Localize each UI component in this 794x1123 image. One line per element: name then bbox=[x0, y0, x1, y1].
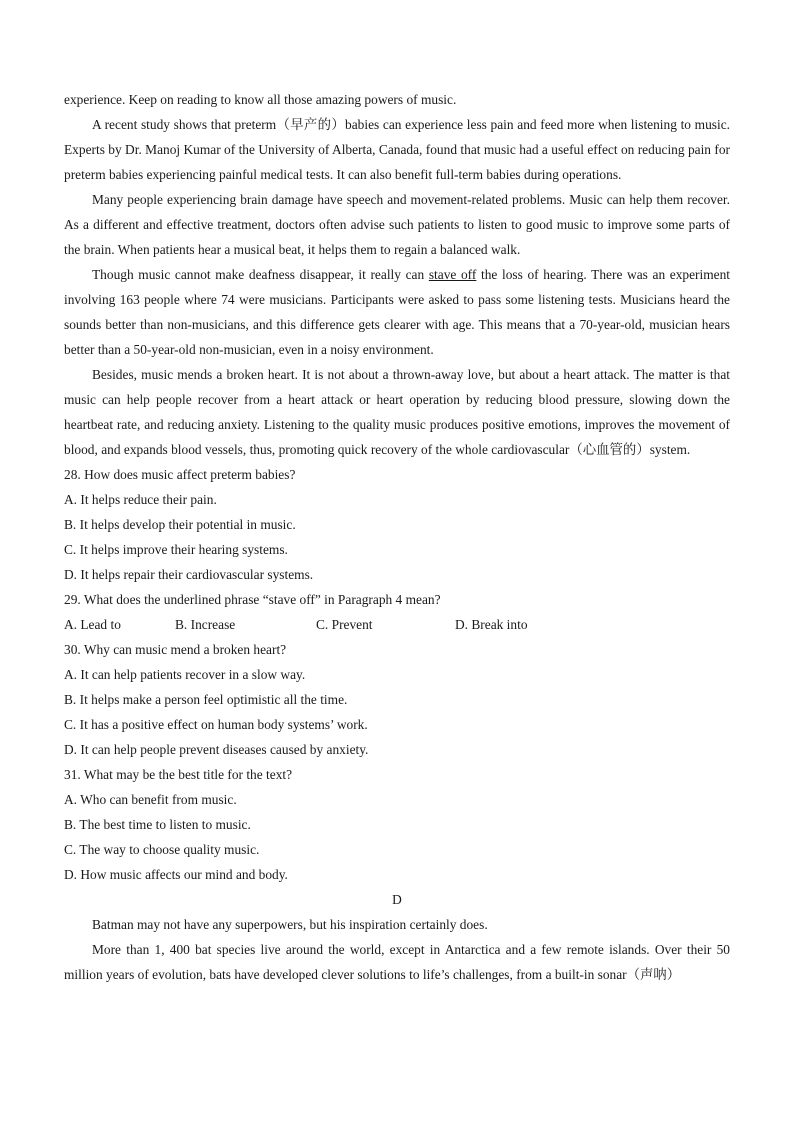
section-heading-d: D bbox=[392, 892, 402, 907]
passage-d-paragraph-2: More than 1, 400 bat species live around the world, except in Antarctica and a few remote islands. Over their 50 million years of evolution, bats have developed clever solutions to life’s challenges, from a built-in sonar（声呐） bbox=[64, 942, 730, 982]
option-b: B. The best time to listen to music. bbox=[64, 817, 251, 832]
question-stem: 30. Why can music mend a broken heart? bbox=[64, 642, 287, 657]
option-a: A. It can help patients recover in a slow way. bbox=[64, 667, 306, 682]
passage-c-paragraph-2: Many people experiencing brain damage have speech and movement-related problems. Music can help them recover. As a different and effective treatment, doctors often advise such patients to listen to good music to improve some parts of the brain. When patients hear a musical beat, it helps them to regain a balanced walk. bbox=[64, 192, 730, 257]
question-stem: 28. How does music affect preterm babies? bbox=[64, 467, 296, 482]
option-d: D. It can help people prevent diseases caused by anxiety. bbox=[64, 742, 369, 757]
option-b: B. It helps develop their potential in music. bbox=[64, 517, 296, 532]
question-29 bbox=[64, 587, 730, 637]
option-c: C. It helps improve their hearing systems. bbox=[64, 542, 288, 557]
option-c: C. It has a positive effect on human body systems’ work. bbox=[64, 717, 368, 732]
option-d: D. Break into bbox=[455, 617, 528, 632]
options-row bbox=[64, 612, 730, 637]
option-a: A. Who can benefit from music. bbox=[64, 792, 237, 807]
question-31 bbox=[64, 762, 730, 887]
option-b: B. It helps make a person feel optimistic all the time. bbox=[64, 692, 348, 707]
passage-c-paragraph-4: Besides, music mends a broken heart. It is not about a thrown-away love, but about a heart attack. The matter is that music can help people recover from a heart attack or heart operation by reducing blood pressure, slowing down the heartbeat rate, and reducing anxiety. Listening to the quality music produces positive emotions, improves the movement of blood, and expands blood vessels, thus, promoting quick recovery of the whole cardiovascular（心血管的）system. bbox=[64, 367, 730, 457]
option-a: A. It helps reduce their pain. bbox=[64, 492, 217, 507]
paragraph-3-text-after: the loss of hearing. There was an experiment involving 163 people where 74 were musicians. Participants were asked to pass some listening tests. Musicians heard the sounds better than non-musicians, and this difference gets clearer with age. This means that a 70-year-old, musician hears better than a 50-year-old non-musician, even in a noisy environment. bbox=[64, 267, 731, 357]
paragraph-3-text-before: Though music cannot make deafness disappear, it really can bbox=[92, 267, 429, 282]
document-page bbox=[64, 87, 730, 987]
option-c: C. Prevent bbox=[316, 617, 373, 632]
passage-c-paragraph-3 bbox=[64, 262, 730, 362]
question-28 bbox=[64, 462, 730, 587]
question-stem: 29. What does the underlined phrase “stave off” in Paragraph 4 mean? bbox=[64, 592, 441, 607]
underlined-phrase: stave off bbox=[428, 267, 477, 282]
passage-d-paragraph-1: Batman may not have any superpowers, but his inspiration certainly does. bbox=[92, 917, 488, 932]
passage-c-paragraph-1: A recent study shows that preterm（早产的）babies can experience less pain and feed more when listening to music. Experts by Dr. Manoj Kumar of the University of Alberta, Canada, found that music had a useful effect on reducing pain for preterm babies experiencing painful medical tests. It can also benefit full-term babies during operations. bbox=[64, 117, 730, 182]
option-b: B. Increase bbox=[175, 617, 236, 632]
passage-c-paragraph-0: experience. Keep on reading to know all those amazing powers of music. bbox=[64, 92, 457, 107]
option-a: A. Lead to bbox=[64, 617, 121, 632]
question-stem: 31. What may be the best title for the text? bbox=[64, 767, 293, 782]
option-d: D. How music affects our mind and body. bbox=[64, 867, 288, 882]
question-30 bbox=[64, 637, 730, 762]
option-c: C. The way to choose quality music. bbox=[64, 842, 260, 857]
option-d: D. It helps repair their cardiovascular systems. bbox=[64, 567, 314, 582]
